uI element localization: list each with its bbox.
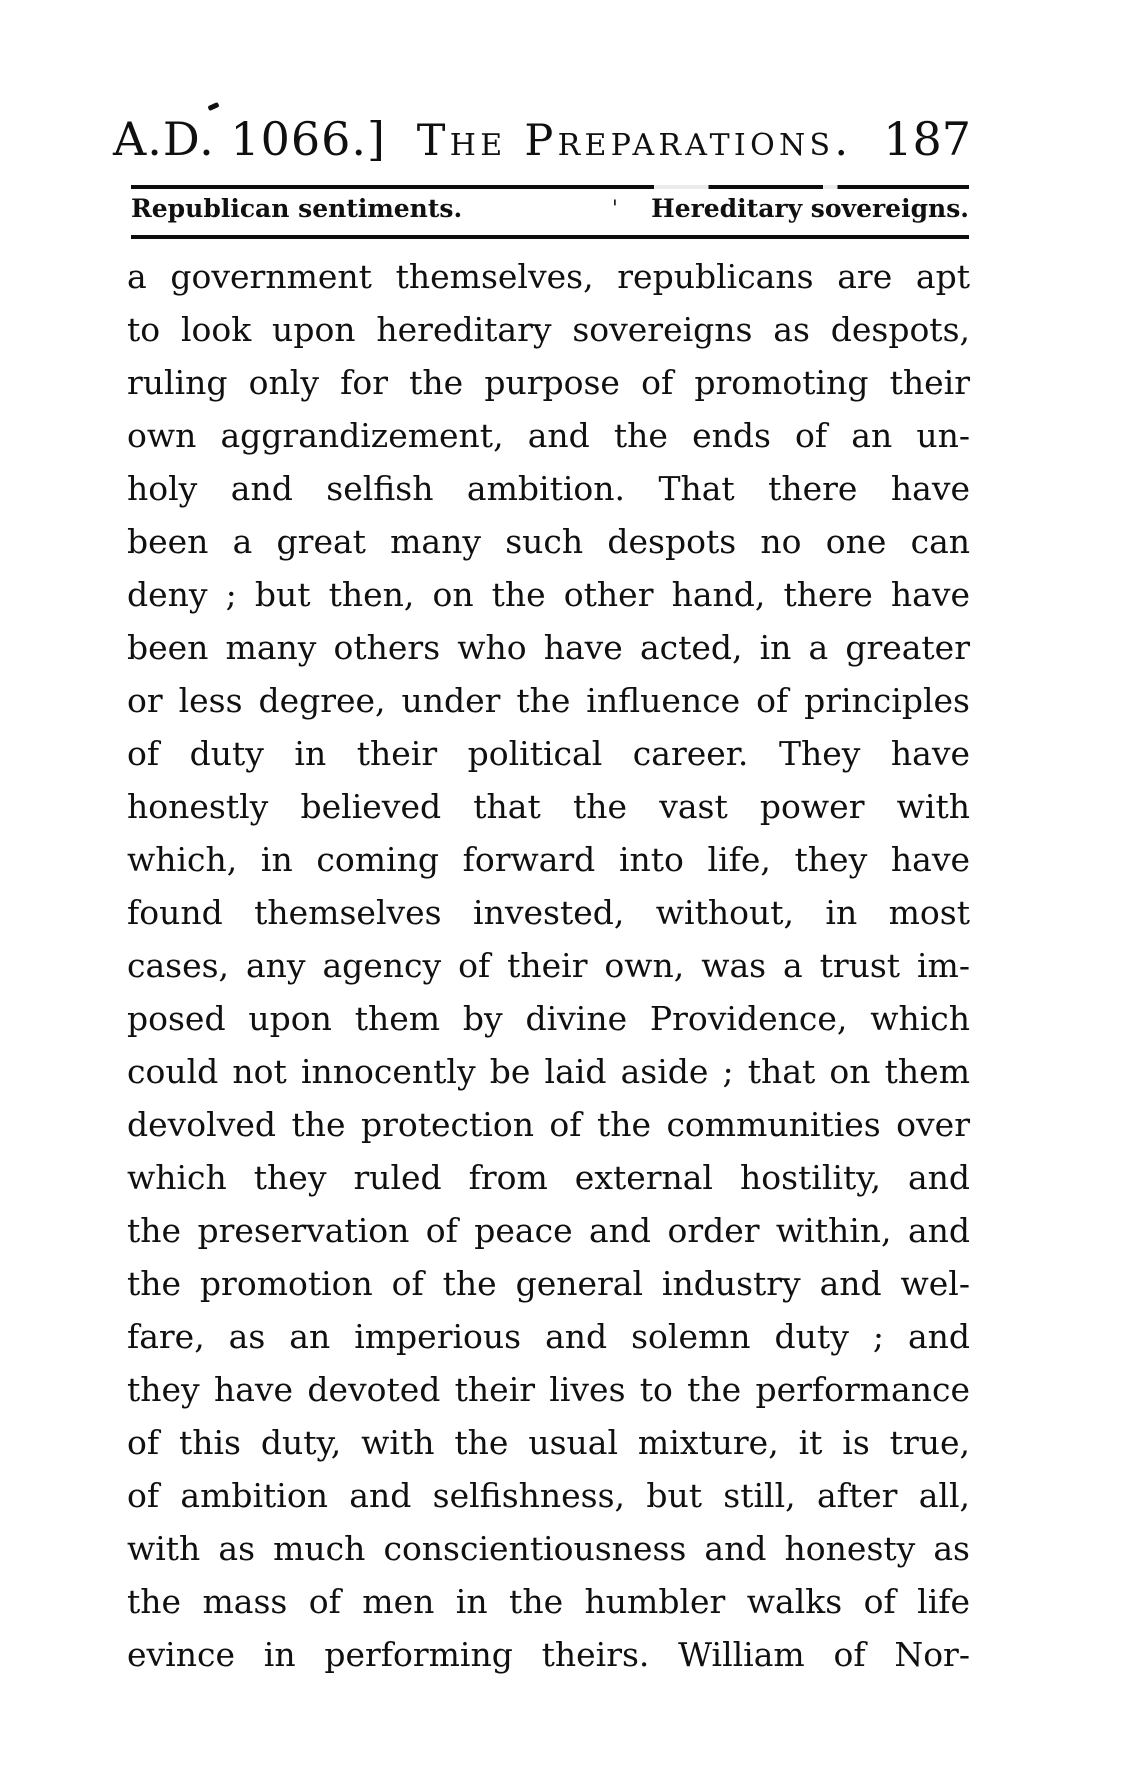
- body-line: the mass of men in the humbler walks of life: [127, 1582, 970, 1621]
- body-line: honestly believed that the vast power with: [127, 787, 970, 826]
- page-header: [113, 112, 971, 166]
- body-line: or less degree, under the influence of principles: [127, 681, 970, 720]
- body-line: been a great many such despots no one can: [127, 522, 970, 561]
- running-heads: [131, 194, 969, 224]
- body-text: [127, 250, 970, 1681]
- body-line: devolved the protection of the communities over: [127, 1105, 970, 1144]
- body-line: they have devoted their lives to the performance: [127, 1370, 970, 1409]
- body-line: with as much conscientiousness and honesty as: [127, 1529, 970, 1568]
- body-line: of ambition and selfishness, but still, after all,: [127, 1476, 970, 1515]
- body-line: own aggrandizement, and the ends of an un-: [127, 416, 970, 455]
- header-chapter-title: The Preparations.: [416, 116, 853, 166]
- body-line: cases, any agency of their own, was a trust im-: [127, 946, 970, 985]
- body-line: found themselves invested, without, in most: [127, 893, 970, 932]
- running-head-left: Republican sentiments.: [131, 194, 463, 223]
- ink-blot-mark: [207, 102, 219, 111]
- header-rule-top: [131, 185, 969, 189]
- body-line: evince in performing theirs. William of Nor-: [127, 1635, 970, 1674]
- running-head-right: Hereditary sovereigns.: [651, 194, 969, 223]
- header-date: A.D. 1066.]: [113, 112, 386, 166]
- body-line: a government themselves, republicans are apt: [127, 257, 970, 296]
- center-tick-mark: ': [612, 196, 618, 220]
- body-line: the promotion of the general industry and wel-: [127, 1264, 970, 1303]
- body-line: holy and selfish ambition. That there have: [127, 469, 970, 508]
- header-rule-bottom: [131, 235, 969, 239]
- body-line: which, in coming forward into life, they have: [127, 840, 970, 879]
- body-line: could not innocently be laid aside ; that on them: [127, 1052, 970, 1091]
- body-line: ruling only for the purpose of promoting their: [127, 363, 970, 402]
- body-line: of this duty, with the usual mixture, it is true,: [127, 1423, 970, 1462]
- body-line: fare, as an imperious and solemn duty ; and: [127, 1317, 970, 1356]
- body-line: of duty in their political career. They have: [127, 734, 970, 773]
- body-line: to look upon hereditary sovereigns as despots,: [127, 310, 970, 349]
- page-number: 187: [883, 112, 971, 166]
- body-line: which they ruled from external hostility, and: [127, 1158, 970, 1197]
- body-line: been many others who have acted, in a greater: [127, 628, 970, 667]
- body-line: deny ; but then, on the other hand, there have: [127, 575, 970, 614]
- body-line: posed upon them by divine Providence, which: [127, 999, 970, 1038]
- body-line: the preservation of peace and order within, and: [127, 1211, 970, 1250]
